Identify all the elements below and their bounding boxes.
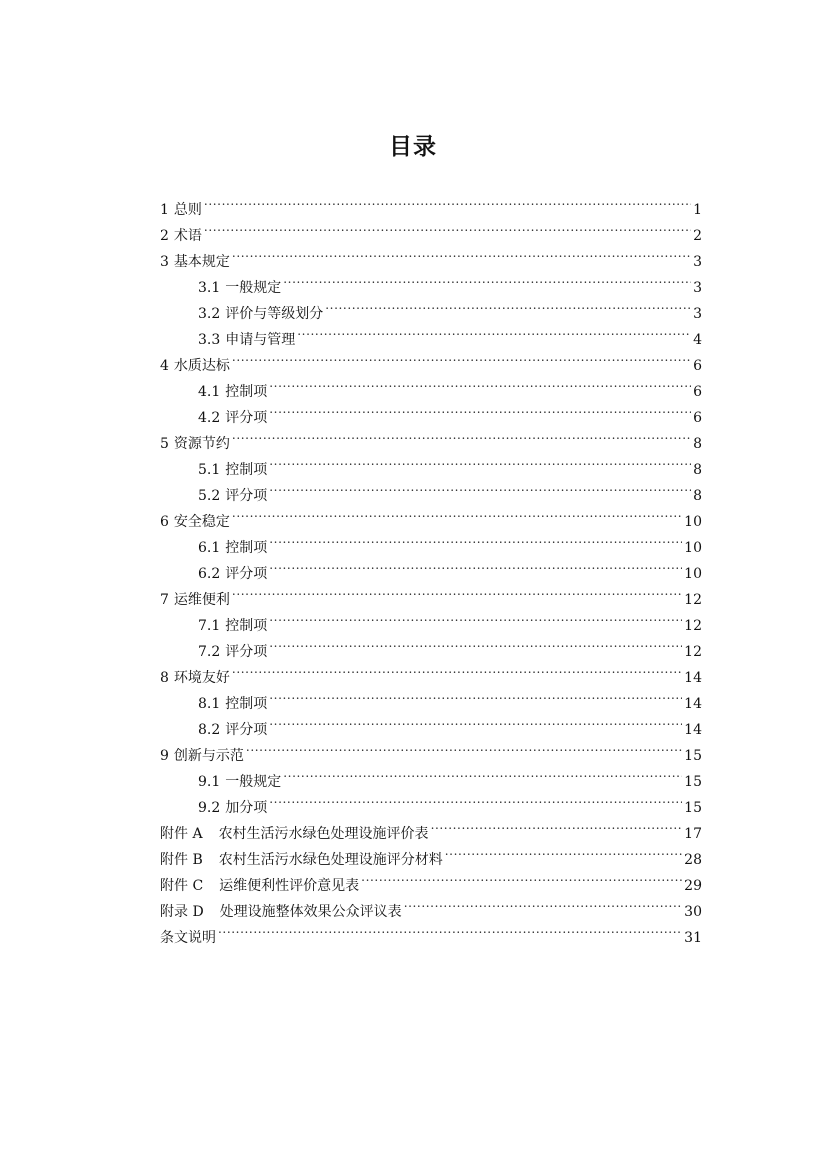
toc-entry-number: 5 [160, 436, 169, 452]
toc-entry-page-number: 6 [693, 384, 702, 400]
toc-entry-number: 4.2 [198, 410, 221, 426]
toc-entry-number: 3.1 [198, 280, 221, 296]
dot-leader [244, 734, 682, 760]
toc-entry-page-number: 1 [693, 202, 702, 218]
toc-entry-page-number: 6 [693, 358, 702, 374]
toc-entry-label: 一般规定 [225, 774, 282, 790]
toc-entry-label: 术语 [173, 228, 202, 244]
toc-entry-page-number: 3 [693, 306, 702, 322]
toc-entry-label: 评价与等级划分 [225, 306, 324, 322]
toc-entry[interactable] [160, 344, 702, 374]
dot-leader [230, 422, 691, 448]
toc-entry-number: 附录 D [160, 904, 204, 920]
dot-leader [267, 786, 682, 812]
dot-leader [402, 890, 682, 916]
toc-entry-label: 控制项 [225, 696, 268, 712]
toc-entry[interactable] [160, 526, 702, 556]
toc-entry[interactable] [160, 656, 702, 686]
toc-entry-label: 控制项 [225, 462, 268, 478]
dot-leader [323, 292, 691, 318]
toc-entry-label: 处理设施整体效果公众评议表 [219, 904, 402, 920]
dot-leader [281, 760, 682, 786]
dot-leader [429, 812, 683, 838]
toc-entry-label: 农村生活污水绿色处理设施评价表 [218, 826, 429, 842]
toc-entry-page-number: 30 [684, 904, 702, 920]
toc-entry-label: 创新与示范 [173, 748, 244, 764]
toc-entry-page-number: 12 [684, 644, 702, 660]
dot-leader [230, 656, 682, 682]
toc-entry-page-number: 6 [693, 410, 702, 426]
dot-leader [230, 500, 682, 526]
toc-entry-label: 评分项 [225, 644, 268, 660]
toc-entry-label: 评分项 [225, 488, 268, 504]
dot-leader [359, 864, 682, 890]
toc-entry[interactable] [160, 682, 702, 712]
toc-entry-page-number: 15 [684, 774, 702, 790]
toc-entry-number: 6.1 [198, 540, 221, 556]
toc-entry-number: 8 [160, 670, 169, 686]
dot-leader [230, 578, 682, 604]
toc-entry-number: 3.3 [198, 332, 221, 348]
dot-leader [230, 344, 691, 370]
toc-entry-label: 总则 [173, 202, 202, 218]
toc-entry-page-number: 3 [693, 280, 702, 296]
toc-entry-label: 农村生活污水绿色处理设施评分材料 [218, 852, 443, 868]
toc-entry-page-number: 8 [693, 488, 702, 504]
toc-entry-number: 7.2 [198, 644, 221, 660]
table-of-contents [160, 188, 702, 946]
toc-entry-number: 附件 A [160, 826, 203, 842]
toc-entry-page-number: 15 [684, 748, 702, 764]
dot-leader [267, 448, 691, 474]
toc-entry-page-number: 3 [693, 254, 702, 270]
toc-entry[interactable] [160, 500, 702, 530]
toc-entry-number: 5.1 [198, 462, 221, 478]
toc-entry[interactable] [160, 188, 702, 218]
toc-entry-page-number: 2 [693, 228, 702, 244]
toc-entry-page-number: 8 [693, 436, 702, 452]
dot-leader [295, 318, 691, 344]
toc-entry-page-number: 14 [684, 696, 702, 712]
toc-entry-page-number: 12 [684, 592, 702, 608]
toc-entry-number: 1 [160, 202, 169, 218]
toc-entry-number: 3 [160, 254, 169, 270]
dot-leader [267, 552, 682, 578]
toc-entry-number: 附件 B [160, 852, 203, 868]
toc-entry[interactable] [160, 266, 702, 296]
dot-leader [267, 370, 691, 396]
toc-entry-page-number: 17 [684, 826, 702, 842]
dot-leader [267, 682, 682, 708]
toc-entry-number: 6 [160, 514, 169, 530]
dot-leader [267, 526, 682, 552]
toc-entry-number: 8.2 [198, 722, 221, 738]
dot-leader [267, 474, 691, 500]
toc-entry-number: 9.1 [198, 774, 221, 790]
toc-entry-number: 9 [160, 748, 169, 764]
toc-entry[interactable] [160, 448, 702, 478]
toc-entry-label: 运维便利性评价意见表 [219, 878, 360, 894]
toc-entry-label: 运维便利 [173, 592, 230, 608]
toc-entry-label: 评分项 [225, 566, 268, 582]
toc-entry[interactable] [160, 214, 702, 244]
toc-entry-number: 附件 C [160, 878, 204, 894]
dot-leader [443, 838, 682, 864]
toc-entry-label: 申请与管理 [225, 332, 296, 348]
toc-entry[interactable] [160, 370, 702, 400]
toc-entry-number: 4.1 [198, 384, 221, 400]
toc-entry[interactable] [160, 604, 702, 634]
dot-leader [267, 630, 682, 656]
toc-entry-label: 评分项 [225, 722, 268, 738]
toc-entry-page-number: 12 [684, 618, 702, 634]
toc-entry[interactable] [160, 916, 702, 946]
toc-entry-page-number: 8 [693, 462, 702, 478]
toc-entry-page-number: 14 [684, 722, 702, 738]
toc-entry-page-number: 10 [684, 514, 702, 530]
dot-leader [216, 916, 682, 942]
toc-entry-number: 8.1 [198, 696, 221, 712]
dot-leader [267, 708, 682, 734]
toc-entry-page-number: 29 [684, 878, 702, 894]
toc-entry-page-number: 4 [693, 332, 702, 348]
dot-leader [202, 214, 691, 240]
toc-entry[interactable] [160, 240, 702, 270]
dot-leader [281, 266, 691, 292]
toc-entry-number: 4 [160, 358, 169, 374]
toc-entry-label: 控制项 [225, 618, 268, 634]
page-title: 目录 [389, 134, 437, 160]
toc-entry-number: 3.2 [198, 306, 221, 322]
toc-entry-label: 控制项 [225, 540, 268, 556]
dot-leader [267, 396, 691, 422]
dot-leader [202, 188, 691, 214]
toc-entry-label: 评分项 [225, 410, 268, 426]
toc-entry-page-number: 15 [684, 800, 702, 816]
toc-entry-page-number: 14 [684, 670, 702, 686]
toc-entry-label: 条文说明 [160, 930, 216, 946]
toc-entry[interactable] [160, 422, 702, 452]
toc-entry-label: 加分项 [225, 800, 268, 816]
dot-leader [230, 240, 691, 266]
toc-entry-page-number: 31 [684, 930, 702, 946]
toc-entry-page-number: 10 [684, 566, 702, 582]
toc-entry-number: 6.2 [198, 566, 221, 582]
toc-entry-number: 7.1 [198, 618, 221, 634]
toc-entry-label: 环境友好 [173, 670, 230, 686]
toc-entry-label: 一般规定 [225, 280, 282, 296]
toc-entry-number: 7 [160, 592, 169, 608]
toc-entry-label: 控制项 [225, 384, 268, 400]
toc-entry-number: 5.2 [198, 488, 221, 504]
toc-entry-page-number: 28 [684, 852, 702, 868]
toc-entry[interactable] [160, 578, 702, 608]
toc-entry-label: 水质达标 [173, 358, 230, 374]
toc-entry-label: 基本规定 [173, 254, 230, 270]
toc-entry-page-number: 10 [684, 540, 702, 556]
toc-entry-label: 资源节约 [173, 436, 230, 452]
toc-entry-number: 2 [160, 228, 169, 244]
toc-entry-label: 安全稳定 [173, 514, 230, 530]
toc-entry-number: 9.2 [198, 800, 221, 816]
dot-leader [267, 604, 682, 630]
